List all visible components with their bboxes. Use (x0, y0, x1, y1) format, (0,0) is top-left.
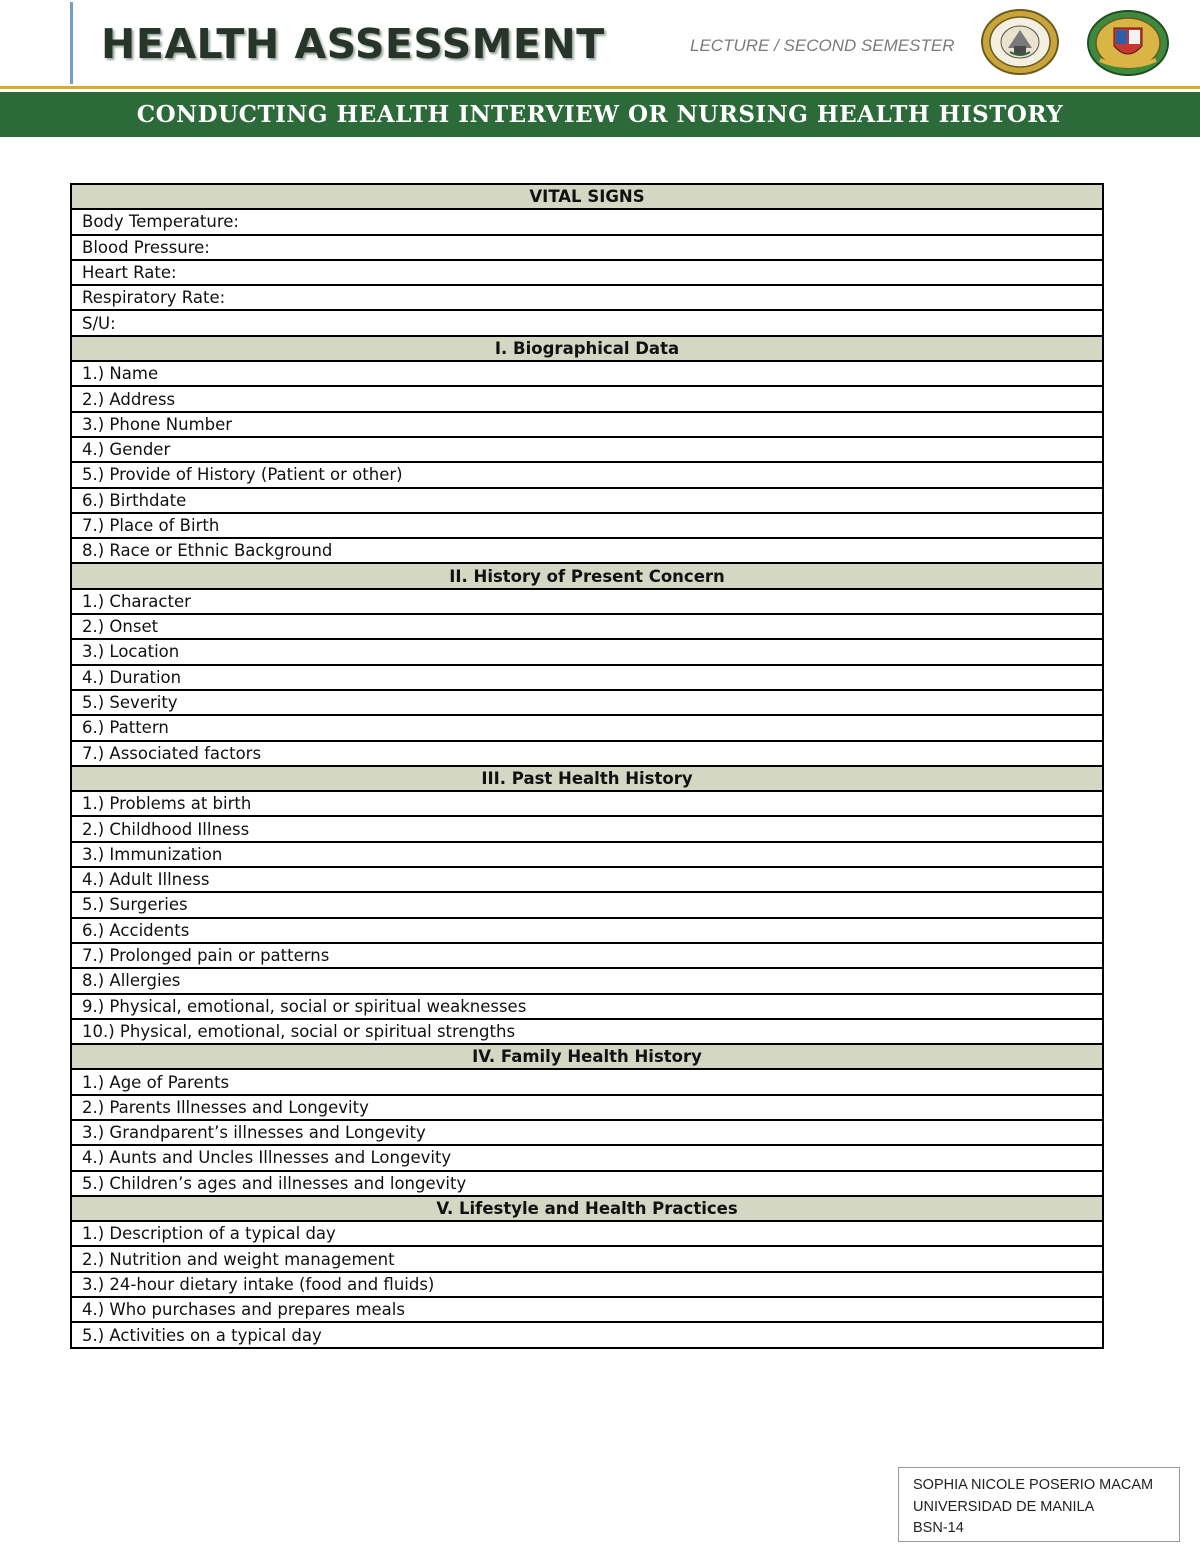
table-row (71, 842, 1103, 867)
form-body (71, 184, 1103, 1348)
table-row (71, 867, 1103, 892)
table-row (71, 285, 1103, 310)
field-label: 1.) Age of Parents (71, 1069, 1103, 1094)
field-label: 2.) Parents Illnesses and Longevity (71, 1095, 1103, 1120)
table-row (71, 1221, 1103, 1246)
course-subtitle: LECTURE / SECOND SEMESTER (690, 36, 955, 55)
health-history-form (70, 183, 1104, 1349)
field-label: 3.) Location (71, 639, 1103, 664)
table-row (71, 614, 1103, 639)
section-header-row (71, 563, 1103, 588)
field-label: 7.) Place of Birth (71, 513, 1103, 538)
field-label: 6.) Birthdate (71, 488, 1103, 513)
field-label: Respiratory Rate: (71, 285, 1103, 310)
field-label: 9.) Physical, emotional, social or spiritual weaknesses (71, 994, 1103, 1019)
table-row (71, 1095, 1103, 1120)
section-heading: I. Biographical Data (71, 336, 1103, 361)
college-crest-logo (1086, 8, 1170, 76)
student-school: UNIVERSIDAD DE MANILA (913, 1498, 1095, 1515)
field-label: 4.) Who purchases and prepares meals (71, 1297, 1103, 1322)
table-row (71, 1272, 1103, 1297)
field-label: 1.) Name (71, 361, 1103, 386)
table-row (71, 1145, 1103, 1170)
table-row (71, 1019, 1103, 1044)
field-label: 8.) Allergies (71, 968, 1103, 993)
table-row (71, 260, 1103, 285)
banner-title: CONDUCTING HEALTH INTERVIEW OR NURSING HEALTH HISTORY (136, 101, 1064, 128)
table-row (71, 437, 1103, 462)
field-label: 4.) Duration (71, 665, 1103, 690)
field-label: 1.) Description of a typical day (71, 1221, 1103, 1246)
field-label: 3.) Grandparent’s illnesses and Longevity (71, 1120, 1103, 1145)
table-row (71, 361, 1103, 386)
table-row (71, 1246, 1103, 1271)
field-label: 3.) 24-hour dietary intake (food and fluids) (71, 1272, 1103, 1297)
table-row (71, 968, 1103, 993)
table-row (71, 513, 1103, 538)
field-label: 10.) Physical, emotional, social or spiritual strengths (71, 1019, 1103, 1044)
universidad-de-manila-seal-logo (980, 8, 1060, 76)
field-label: Heart Rate: (71, 260, 1103, 285)
field-label: 2.) Nutrition and weight management (71, 1246, 1103, 1271)
field-label: 3.) Phone Number (71, 412, 1103, 437)
table-row (71, 488, 1103, 513)
section-heading: II. History of Present Concern (71, 563, 1103, 588)
table-row (71, 892, 1103, 917)
field-label: 7.) Associated factors (71, 741, 1103, 766)
table-row (71, 1322, 1103, 1347)
section-header-row (71, 336, 1103, 361)
student-info-box (898, 1467, 1180, 1542)
table-row (71, 665, 1103, 690)
table-row (71, 235, 1103, 260)
field-label: Body Temperature: (71, 209, 1103, 234)
field-label: 4.) Gender (71, 437, 1103, 462)
page-title: HEALTH ASSESSMENT (101, 20, 605, 68)
table-row (71, 538, 1103, 563)
field-label: 6.) Pattern (71, 715, 1103, 740)
section-banner (0, 92, 1200, 137)
field-label: 1.) Character (71, 589, 1103, 614)
field-label: 2.) Address (71, 386, 1103, 411)
table-row (71, 918, 1103, 943)
table-row (71, 791, 1103, 816)
field-label: 5.) Activities on a typical day (71, 1322, 1103, 1347)
field-label: S/U: (71, 310, 1103, 335)
field-label: 2.) Childhood Illness (71, 816, 1103, 841)
section-header-row (71, 1196, 1103, 1221)
table-row (71, 943, 1103, 968)
table-row (71, 816, 1103, 841)
table-row (71, 462, 1103, 487)
field-label: 8.) Race or Ethnic Background (71, 538, 1103, 563)
table-row (71, 412, 1103, 437)
table-row (71, 1297, 1103, 1322)
table-row (71, 386, 1103, 411)
table-row (71, 589, 1103, 614)
field-label: 3.) Immunization (71, 842, 1103, 867)
field-label: Blood Pressure: (71, 235, 1103, 260)
section-heading: V. Lifestyle and Health Practices (71, 1196, 1103, 1221)
section-header-row (71, 1044, 1103, 1069)
section-heading: IV. Family Health History (71, 1044, 1103, 1069)
table-row (71, 741, 1103, 766)
field-label: 5.) Provide of History (Patient or other) (71, 462, 1103, 487)
header-gold-divider (0, 86, 1200, 89)
field-label: 5.) Severity (71, 690, 1103, 715)
table-row (71, 1120, 1103, 1145)
field-label: 5.) Surgeries (71, 892, 1103, 917)
section-heading: III. Past Health History (71, 766, 1103, 791)
table-row (71, 310, 1103, 335)
table-row (71, 639, 1103, 664)
table-row (71, 690, 1103, 715)
table-row (71, 1171, 1103, 1196)
section-heading: VITAL SIGNS (71, 184, 1103, 209)
section-header-row (71, 766, 1103, 791)
student-section: BSN-14 (913, 1520, 964, 1536)
field-label: 4.) Adult Illness (71, 867, 1103, 892)
field-label: 4.) Aunts and Uncles Illnesses and Longevity (71, 1145, 1103, 1170)
header-left-rule (70, 2, 73, 84)
table-row (71, 994, 1103, 1019)
field-label: 6.) Accidents (71, 918, 1103, 943)
field-label: 1.) Problems at birth (71, 791, 1103, 816)
field-label: 2.) Onset (71, 614, 1103, 639)
field-label: 5.) Children’s ages and illnesses and longevity (71, 1171, 1103, 1196)
table-row (71, 1069, 1103, 1094)
student-name: SOPHIA NICOLE POSERIO MACAM (913, 1477, 1154, 1493)
field-label: 7.) Prolonged pain or patterns (71, 943, 1103, 968)
table-row (71, 715, 1103, 740)
section-header-row (71, 184, 1103, 209)
table-row (71, 209, 1103, 234)
